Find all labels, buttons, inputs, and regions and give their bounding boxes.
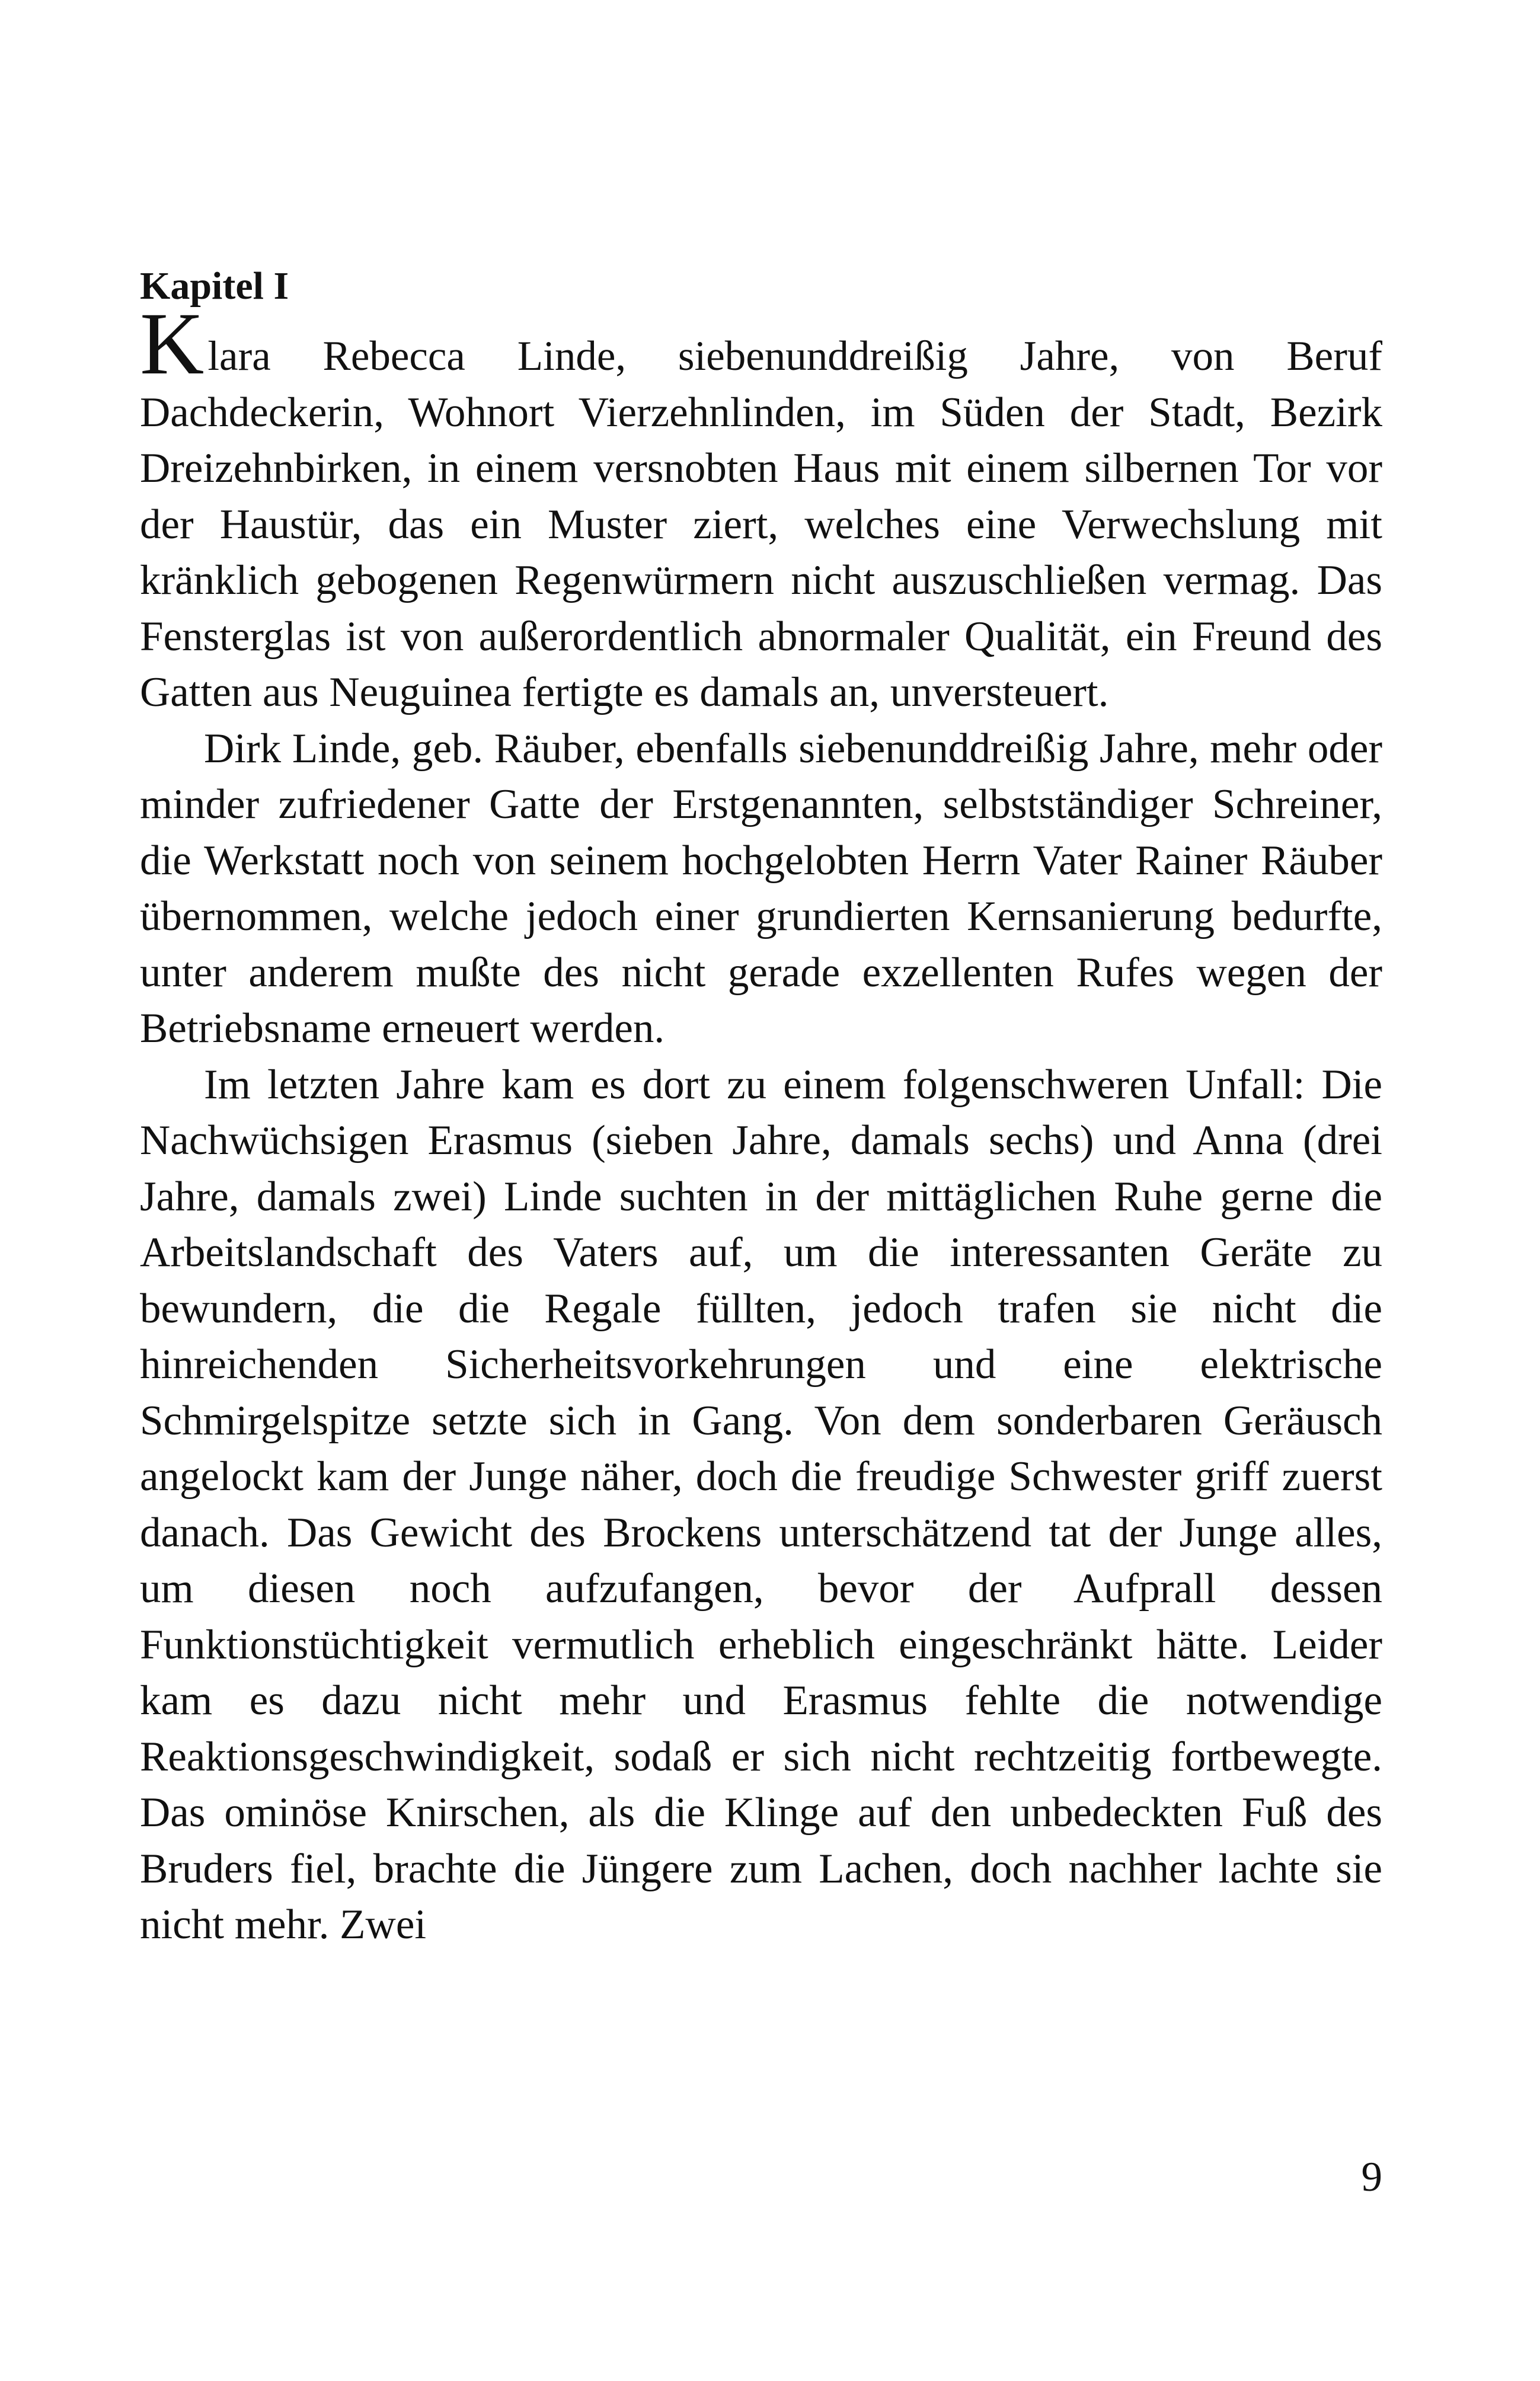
paragraph-3: Im letzten Jahre kam es dort zu einem folgenschweren Unfall: Die Nachwüchsigen Erasmus (sieben Jahre, damals sechs) und Anna (drei Jahre, damals zwei) Linde suchten in der mittäglichen Ruhe gerne die Arbeitslandschaft des Vaters auf, um die interessanten Geräte zu bewundern, die die Regale füllten, jedoch trafen sie nicht die hinreichenden Sicherheitsvorkehrungen und eine elektrische Schmirgelspitze setzte sich in Gang. Von dem sonderbaren Geräusch angelockt kam der Junge näher, doch die freudige Schwester griff zuerst danach. Das Gewicht des Brockens unterschätzend tat der Junge alles, um diesen noch aufzufangen, bevor der Aufprall dessen Funktionstüchtigkeit vermutlich erheblich eingeschränkt hätte. Leider kam es dazu nicht mehr und Erasmus fehlte die notwendige Reaktionsgeschwindigkeit, sodaß er sich nicht rechtzeitig fortbewegte. Das ominöse Knirschen, als die Klinge auf den unbedeckten Fuß des Bruders fiel, brachte die Jüngere zum Lachen, doch nachher lachte sie nicht mehr. Zwei: [140, 1061, 1382, 1948]
paragraph-2: Dirk Linde, geb. Räuber, ebenfalls siebenunddreißig Jahre, mehr oder minder zufriedener Gatte der Erstgenannten, selbstständiger Schreiner, die Werkstatt noch von seinem hochgelobten Herrn Vater Rainer Räuber übernommen, welche jedoch einer grundierten Kernsanierung bedurfte, unter anderem mußte des nicht gerade exzellenten Rufes wegen der Betriebsname erneuert werden.: [140, 725, 1382, 1052]
drop-cap: K: [140, 295, 205, 393]
paragraph-1-text: lara Rebecca Linde, siebenunddreißig Jahre, von Beruf Dachdeckerin, Wohnort Vierzehnlinden, im Süden der Stadt, Bezirk Dreizehnbirken, in einem versnobten Haus mit einem silbernen Tor vor der Haustür, das ein Muster ziert, welches eine Verwechslung mit kränklich gebogenen Regenwürmern nicht auszuschließen vermag. Das Fensterglas ist von außerordentlich abnormaler Qualität, ein Freund des Gatten aus Neuguinea fertigte es damals an, unversteuert.: [140, 333, 1382, 715]
page-number: 9: [1361, 2154, 1382, 2200]
paragraph-1: [140, 295, 1382, 721]
body-text: [140, 295, 1382, 1953]
chapter-title: Kapitel I: [140, 264, 289, 308]
